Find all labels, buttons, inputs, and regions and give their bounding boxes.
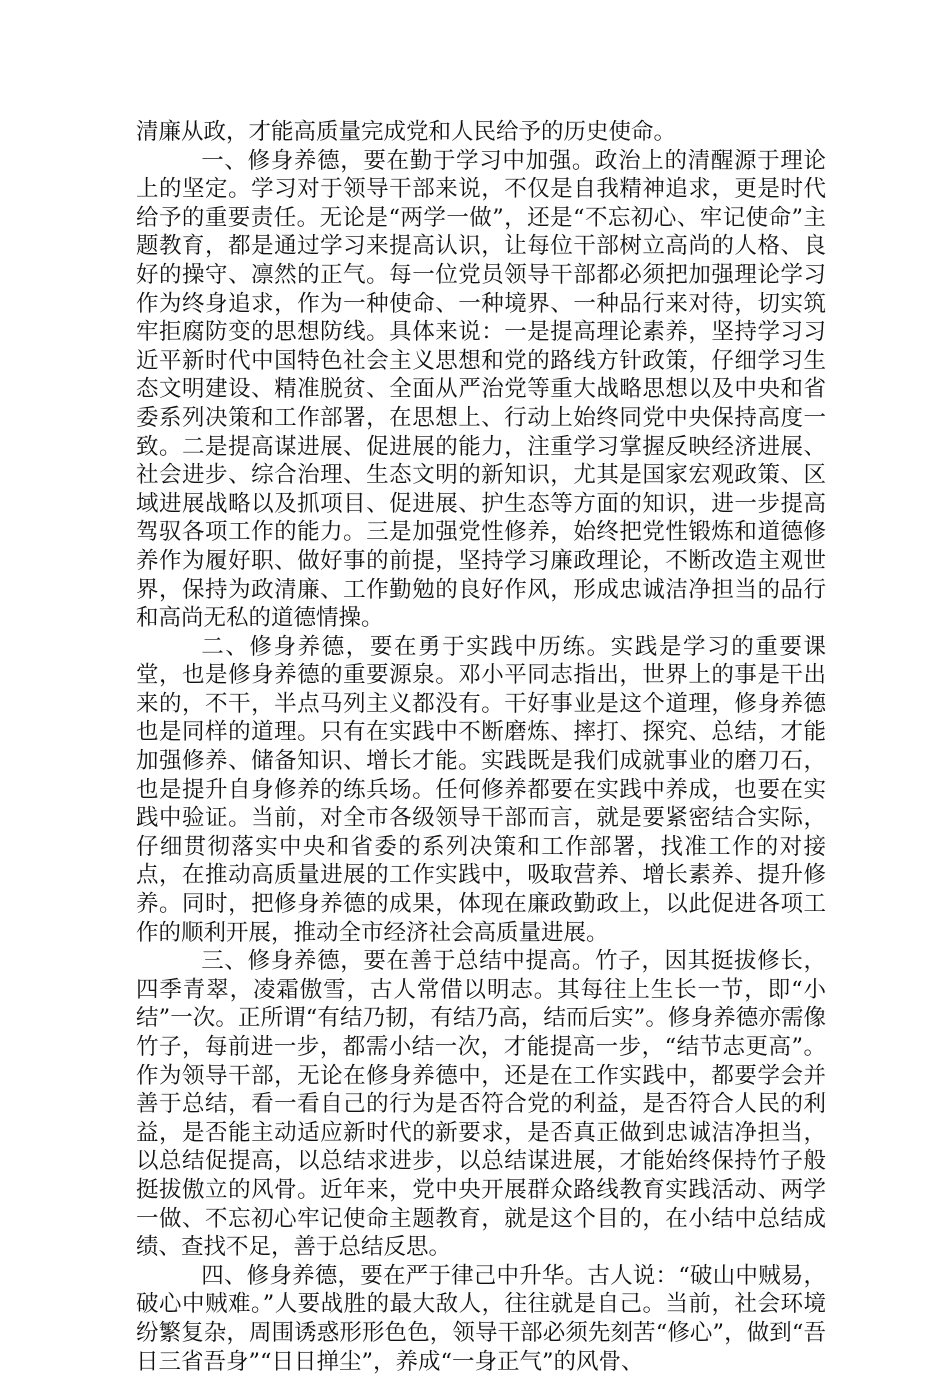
paragraph-section-4-self-discipline: 四、修身养德，要在严于律己中升华。古人说：“破山中贼易，破心中贼难。”人要战胜的最大敌人，往往就是自己。当前，社会环境纷繁复杂，周围诱惑形形色色，领导干部必须先刻苦“修心”，做到“吾日三省吾身”“日日掸尘”，养成“一身正气”的风骨、 — [136, 1262, 826, 1375]
paragraph-continuation: 清廉从政，才能高质量完成党和人民给予的历史使命。 — [136, 119, 677, 145]
paragraph-section-1-study: 一、修身养德，要在勤于学习中加强。政治上的清醒源于理论上的坚定。学习对于领导干部来说，不仅是自我精神追求，更是时代给予的重要责任。无论是“两学一做”，还是“不忘初心、牢记使命”主题教育，都是通过学习来提高认识，让每位干部树立高尚的人格、良好的操守、凛然的正气。每一位党员领导干部都必须把加强理论学习作为终身追求，作为一种使命、一种境界、一种品行来对待，切实筑牢拒腐防变的思想防线。具体来说：一是提高理论素养，坚持学习习近平新时代中国特色社会主义思想和党的路线方针政策，仔细学习生态文明建设、精准脱贫、全面从严治党等重大战略思想以及中央和省委系列决策和工作部署，在思想上、行动上始终同党中央保持高度一致。二是提高谋进展、促进展的能力，注重学习掌握反映经济进展、社会进步、综合治理、生态文明的新知识，尤其是国家宏观政策、区域进展战略以及抓项目、促进展、护生态等方面的知识，进一步提高驾驭各项工作的能力。三是加强党性修养，始终把党性锻炼和道德修养作为履好职、做好事的前提，坚持学习廉政理论，不断改造主观世界，保持为政清廉、工作勤勉的良好作风，形成忠诚洁净担当的品行和高尚无私的道德情操。 — [136, 147, 826, 632]
document-page — [136, 118, 826, 1376]
paragraph-section-2-practice: 二、修身养德，要在勇于实践中历练。实践是学习的重要课堂，也是修身养德的重要源泉。邓小平同志指出，世界上的事是干出来的，不干，半点马列主义都没有。干好事业是这个道理，修身养德也是同样的道理。只有在实践中不断磨炼、摔打、探究、总结，才能加强修养、储备知识、增长才能。实践既是我们成就事业的磨刀石，也是提升自身修养的练兵场。任何修养都要在实践中养成，也要在实践中验证。当前，对全市各级领导干部而言，就是要紧密结合实际，仔细贯彻落实中央和省委的系列决策和工作部署，找准工作的对接点，在推动高质量进展的工作实践中，吸取营养、增长素养、提升修养。同时，把修身养德的成果，体现在廉政勤政上，以此促进各项工作的顺利开展，推动全市经济社会高质量进展。 — [136, 633, 826, 946]
paragraph-section-3-summary: 三、修身养德，要在善于总结中提高。竹子，因其挺拔修长，四季青翠，凌霜傲雪，古人常借以明志。其每往上生长一节，即“小结”一次。正所谓“有结乃韧，有结乃高，结而后实”。修身养德亦需像竹子，每前进一步，都需小结一次，才能提高一步，“结节志更高”。作为领导干部，无论在修身养德中，还是在工作实践中，都要学会并善于总结，看一看自己的行为是否符合党的利益，是否符合人民的利益，是否能主动适应新时代的新要求，是否真正做到忠诚洁净担当，以总结促提高，以总结求进步，以总结谋进展，才能始终保持竹子般挺拔傲立的风骨。近年来，党中央开展群众路线教育实践活动、两学一做、不忘初心牢记使命主题教育，就是这个目的，在小结中总结成绩、查找不足，善于总结反思。 — [136, 948, 826, 1261]
